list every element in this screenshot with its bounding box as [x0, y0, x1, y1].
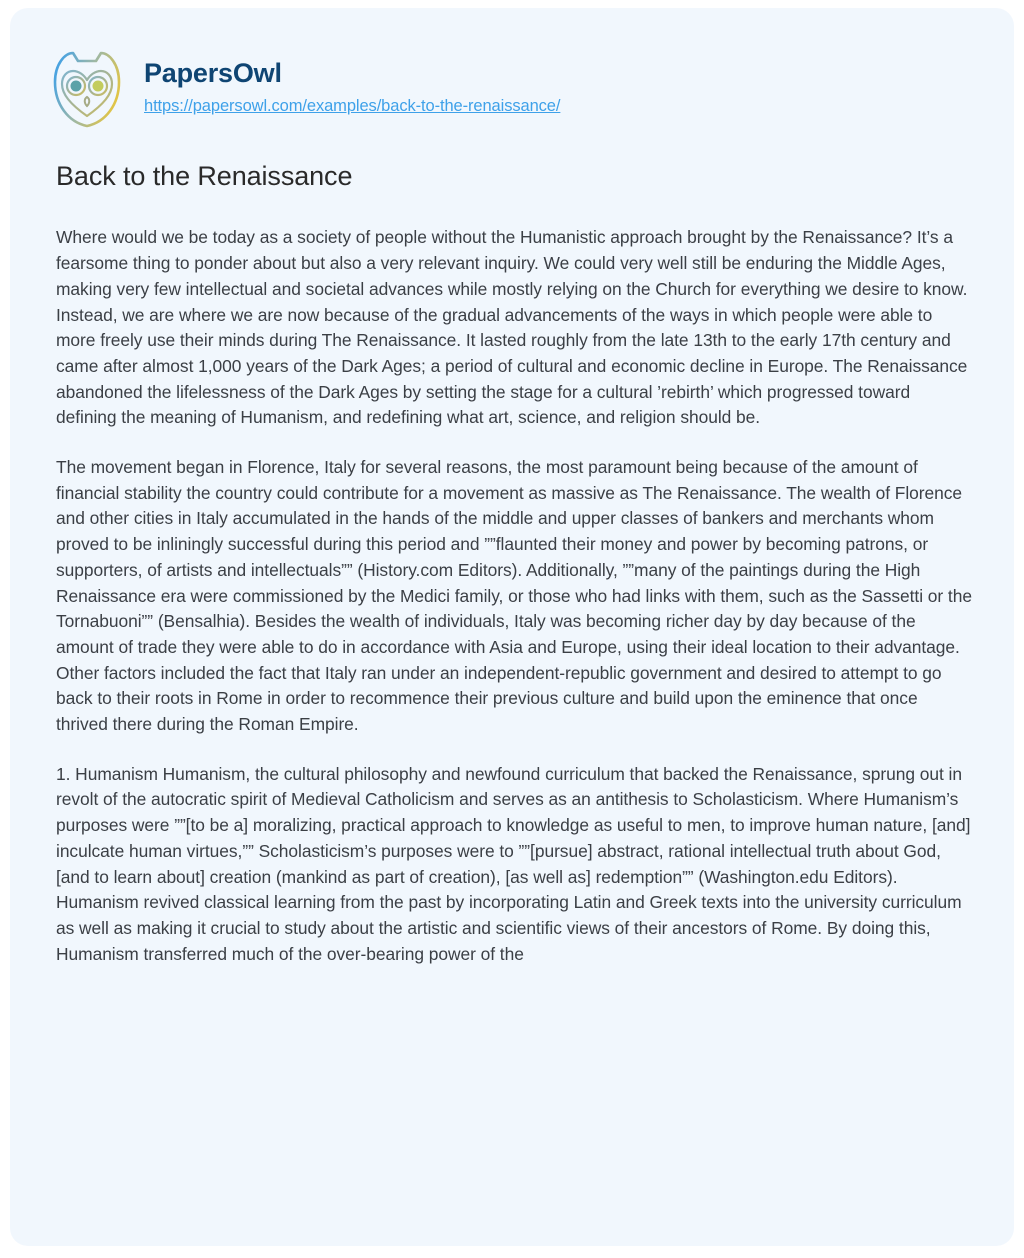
site-url-link[interactable]: https://papersowl.com/examples/back-to-the-renaissance/	[144, 97, 561, 116]
article-body	[10, 160, 1014, 967]
paragraph: The movement began in Florence, Italy for several reasons, the most paramount being because of the amount of financial stability the country could contribute for a movement as massive as The Renaissance. The wealth of Florence and other cities in Italy accumulated in the hands of the middle and upper classes of bankers and merchants whom proved to be inliningly successful during this period and ””flaunted their money and power by becoming patrons, or supporters, of artists and intellectuals”” (History.com Editors). Additionally, ””many of the paintings during the High Renaissance era were commissioned by the Medici family, or those who had links with them, such as the Sassetti or the Tornabuoni”” (Bensalhia). Besides the wealth of individuals, Italy was becoming richer day by day because of the amount of trade they were able to do in accordance with Asia and Europe, using their ideal location to their advantage. Other factors included the fact that Italy ran under an independent-republic government and desired to attempt to go back to their roots in Rome in order to recommence their previous culture and build upon the eminence that once thrived there during the Roman Empire.	[56, 457, 972, 735]
paragraph: Where would we be today as a society of people without the Humanistic approach brought by the Renaissance? It’s a fearsome thing to ponder about but also a very relevant inquiry. We could very well still be enduring the Middle Ages, making very few intellectual and societal advances while mostly relying on the Church for everything we desire to know. Instead, we are where we are now because of the gradual advancements of the ways in which people were able to more freely use their minds during The Renaissance. It lasted roughly from the late 13th to the early 17th century and came after almost 1,000 years of the Dark Ages; a period of cultural and economic decline in Europe. The Renaissance abandoned the lifelessness of the Dark Ages by setting the stage for a cultural ’rebirth’ which progressed toward defining the meaning of Humanism, and redefining what art, science, and religion should be.	[56, 227, 968, 428]
owl-logo-icon	[48, 46, 126, 132]
paragraph: 1. Humanism Humanism, the cultural philosophy and newfound curriculum that backed the Renaissance, sprung out in revolt of the autocratic spirit of Medieval Catholicism and serves as an antithesis to Scholasticism. Where Humanism’s purposes were ””[to be a] moralizing, practical approach to knowledge as useful to men, to improve human nature, [and] inculcate human virtues,”” Scholasticism’s purposes were to ””[pursue] abstract, rational intellectual truth about God, [and to learn about] creation (mankind as part of creation), [as well as] redemption”” (Washington.edu Editors). Humanism revived classical learning from the past by incorporating Latin and Greek texts into the university curriculum as well as making it crucial to study about the artistic and scientific views of their ancestors of Rome. By doing this, Humanism transferred much of the over-bearing power of the	[56, 763, 971, 964]
site-header	[10, 8, 1014, 132]
article-paragraphs	[56, 225, 972, 967]
page-title: Back to the Renaissance	[56, 161, 353, 191]
brand-name: PapersOwl	[144, 57, 282, 88]
brand-block	[144, 59, 560, 120]
document-page	[10, 8, 1014, 1246]
